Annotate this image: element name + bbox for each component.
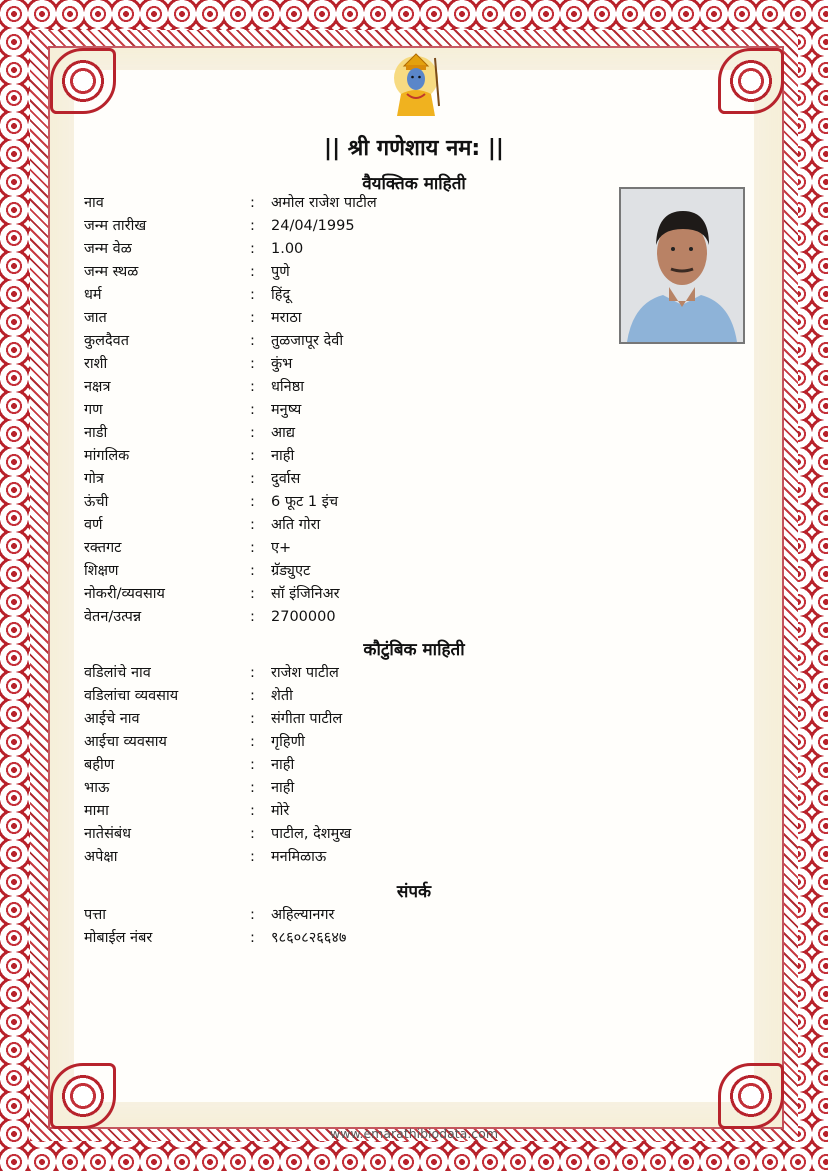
field-value: नाही (271, 780, 295, 796)
field-value: मनुष्य (271, 402, 302, 418)
field-value: अमोल राजेश पाटील (271, 195, 377, 211)
field-separator: : (250, 665, 255, 681)
field-separator: : (250, 287, 255, 303)
personal-row (84, 537, 604, 560)
field-label: वर्ण (84, 517, 103, 533)
personal-row (84, 192, 604, 215)
field-label: वडिलांचे नाव (84, 665, 151, 681)
family-row (84, 800, 604, 823)
personal-row (84, 376, 604, 399)
field-value: 2700000 (271, 609, 336, 625)
profile-photo (619, 187, 745, 344)
personal-row (84, 261, 604, 284)
personal-row (84, 353, 604, 376)
page-title: || श्री गणेशाय नम: || (324, 136, 504, 161)
personal-row (84, 514, 604, 537)
field-label: जन्म वेळ (84, 241, 132, 257)
field-separator: : (250, 563, 255, 579)
field-separator: : (250, 333, 255, 349)
field-label: वेतन/उत्पन्न (84, 609, 142, 625)
field-separator: : (250, 494, 255, 510)
field-label: नाव (84, 195, 104, 211)
field-label: रक्तगट (84, 540, 122, 556)
personal-row (84, 215, 604, 238)
field-separator: : (250, 379, 255, 395)
field-value: संगीता पाटील (271, 711, 343, 727)
field-label: धर्म (84, 287, 102, 303)
family-row (84, 754, 604, 777)
field-value: धनिष्ठा (271, 379, 305, 395)
field-separator: : (250, 402, 255, 418)
field-label: वडिलांचा व्यवसाय (84, 688, 179, 704)
field-value: अहिल्यानगर (271, 907, 335, 923)
field-label: गण (84, 402, 103, 418)
field-label: जन्म स्थळ (84, 264, 139, 280)
personal-row (84, 422, 604, 445)
field-separator: : (250, 907, 255, 923)
field-label: मांगलिक (84, 448, 130, 464)
field-label: पत्ता (84, 907, 107, 923)
personal-row (84, 284, 604, 307)
personal-row (84, 560, 604, 583)
field-separator: : (250, 780, 255, 796)
field-label: नक्षत्र (84, 379, 111, 395)
corner-ornament-top-left (50, 48, 116, 114)
field-label: आईचा व्यवसाय (84, 734, 167, 750)
field-value: 24/04/1995 (271, 218, 355, 234)
family-row (84, 823, 604, 846)
field-separator: : (250, 849, 255, 865)
field-value: दुर्वास (271, 471, 301, 487)
field-separator: : (250, 586, 255, 602)
personal-row (84, 307, 604, 330)
field-label: नोकरी/व्यवसाय (84, 586, 165, 602)
contact-section-title: संपर्क (396, 882, 432, 902)
field-label: भाऊ (84, 780, 110, 796)
field-separator: : (250, 517, 255, 533)
corner-ornament-bottom-left (50, 1063, 116, 1129)
field-value: आद्य (271, 425, 295, 441)
personal-row (84, 445, 604, 468)
field-value: नाही (271, 448, 295, 464)
contact-row (84, 904, 604, 927)
field-separator: : (250, 711, 255, 727)
corner-ornament-top-right (718, 48, 784, 114)
field-separator: : (250, 734, 255, 750)
field-separator: : (250, 930, 255, 946)
contact-details-list (84, 904, 604, 950)
family-section-title: कौटुंबिक माहिती (363, 640, 465, 660)
field-separator: : (250, 241, 255, 257)
family-row (84, 846, 604, 869)
field-value: कुंभ (271, 356, 293, 372)
field-value: मोरे (271, 803, 290, 819)
field-value: पाटील, देशमुख (271, 826, 352, 842)
field-separator: : (250, 448, 255, 464)
field-value: ए+ (271, 540, 292, 556)
field-value: गृहिणी (271, 734, 305, 750)
field-label: आईचे नाव (84, 711, 140, 727)
family-row (84, 708, 604, 731)
field-value: सॉ इंजिनिअर (271, 586, 340, 602)
personal-row (84, 606, 604, 629)
personal-row (84, 583, 604, 606)
field-value: 1.00 (271, 241, 304, 257)
family-row (84, 662, 604, 685)
field-separator: : (250, 540, 255, 556)
personal-row (84, 491, 604, 514)
field-separator: : (250, 310, 255, 326)
field-label: कुलदैवत (84, 333, 129, 349)
field-separator: : (250, 425, 255, 441)
field-label: मामा (84, 803, 109, 819)
personal-row (84, 238, 604, 261)
field-separator: : (250, 356, 255, 372)
field-separator: : (250, 471, 255, 487)
field-label: जात (84, 310, 107, 326)
family-row (84, 685, 604, 708)
contact-row (84, 927, 604, 950)
field-separator: : (250, 218, 255, 234)
field-label: नाडी (84, 425, 108, 441)
field-separator: : (250, 688, 255, 704)
field-value: पुणे (271, 264, 290, 280)
field-value: राजेश पाटील (271, 665, 339, 681)
field-value: मनमिळाऊ (271, 849, 327, 865)
personal-row (84, 399, 604, 422)
field-label: गोत्र (84, 471, 104, 487)
field-value: 6 फूट 1 इंच (271, 494, 339, 510)
field-label: शिक्षण (84, 563, 119, 579)
field-label: अपेक्षा (84, 849, 118, 865)
field-separator: : (250, 757, 255, 773)
field-separator: : (250, 826, 255, 842)
field-label: राशी (84, 356, 108, 372)
field-value: शेती (271, 688, 293, 704)
field-separator: : (250, 195, 255, 211)
family-row (84, 731, 604, 754)
corner-ornament-bottom-right (718, 1063, 784, 1129)
field-value: ९८६०८२६६४७ (271, 930, 347, 946)
field-value: हिंदू (271, 287, 291, 303)
field-value: नाही (271, 757, 295, 773)
family-details-list (84, 662, 604, 869)
field-value: ग्रॅड्युएट (271, 563, 311, 579)
personal-section-title: वैयक्तिक माहिती (362, 174, 466, 194)
field-separator: : (250, 264, 255, 280)
footer-watermark: www.emarathibiodata.com (330, 1126, 498, 1141)
profile-photo-image (621, 189, 743, 342)
field-value: मराठा (271, 310, 302, 326)
field-value: अति गोरा (271, 517, 321, 533)
field-label: जन्म तारीख (84, 218, 147, 234)
personal-details-list (84, 192, 604, 629)
personal-row (84, 330, 604, 353)
field-label: नातेसंबंध (84, 826, 132, 842)
field-label: मोबाईल नंबर (84, 930, 153, 946)
field-separator: : (250, 803, 255, 819)
deity-illustration-icon (387, 52, 445, 116)
field-separator: : (250, 609, 255, 625)
personal-row (84, 468, 604, 491)
field-value: तुळजापूर देवी (271, 333, 344, 349)
field-label: ऊंची (84, 494, 109, 510)
field-label: बहीण (84, 757, 115, 773)
family-row (84, 777, 604, 800)
